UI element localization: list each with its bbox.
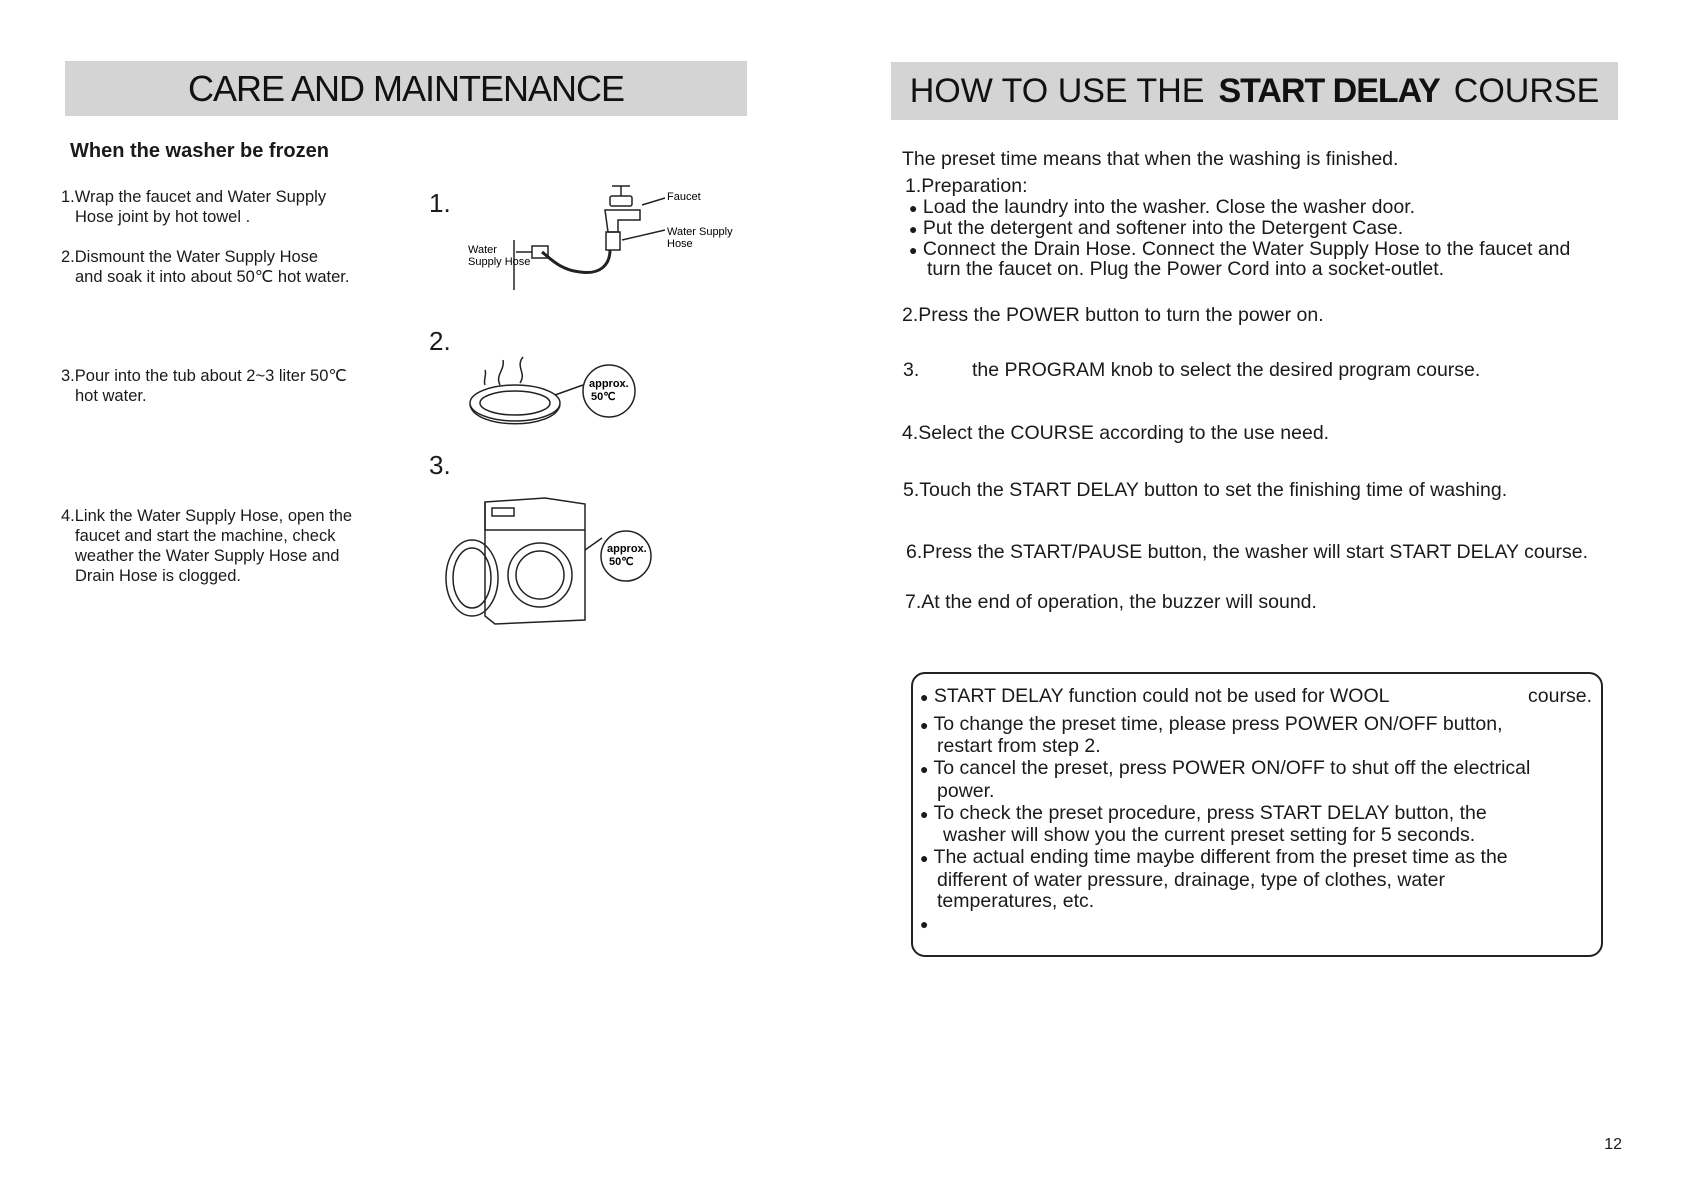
start-delay-banner [891,62,1618,120]
figure-number-2: 2. [429,326,451,356]
note-2: ● To change the preset time, please press POWER ON/OFF button, [920,712,1503,735]
step-3-program: the PROGRAM knob to select the desired program course. [972,359,1481,381]
temp-label-machine: 50℃ [609,556,634,568]
note-3: ● To cancel the preset, press POWER ON/OFF to shut off the electrical [920,757,1531,780]
note-5-cont2: temperatures, etc. [937,890,1095,913]
prep-bullet-1: ● Load the laundry into the washer. Close the washer door. [909,196,1416,218]
preparation-heading: 1.Preparation: [905,175,1028,197]
water-label-left-a: Water [468,244,497,256]
washing-machine-illustration [440,490,660,630]
step-6-start-pause: 6.Press the START/PAUSE button, the washer will start START DELAY course. [906,541,1589,563]
banner-post: COURSE [1453,71,1600,110]
step-4-text: 4.Link the Water Supply Hose, open the faucet and start the machine, check weather the Water Supply Hose and Drain Hose is clogged. [61,507,353,585]
step-2-text: 2.Dismount the Water Supply Hose and soak it into about 50℃ hot water. [61,248,350,286]
prep-bullet-3-cont: turn the faucet on. Plug the Power Cord into a socket-outlet. [927,258,1445,280]
intro-text: The preset time means that when the washing is finished. [902,148,1399,170]
approx-label-machine: approx. [607,543,647,555]
water-supply-label-a: Water Supply [667,226,733,238]
banner-pre: HOW TO USE THE [909,71,1205,110]
note-5: ● The actual ending time maybe different from the preset time as the [920,845,1508,868]
prep-bullet-3: ● Connect the Drain Hose. Connect the Water Supply Hose to the faucet and [909,238,1571,260]
step-3-number: 3. [903,359,920,381]
note-1: ● START DELAY function could not be used for WOOL course. [920,685,1592,707]
approx-label: approx. [589,378,629,390]
step-2-power: 2.Press the POWER button to turn the power on. [902,304,1324,326]
prep-bullet-2: ● Put the detergent and softener into the Detergent Case. [909,217,1404,239]
note-5-cont: different of water pressure, drainage, type of clothes, water [937,868,1445,891]
faucet-label: Faucet [667,191,701,203]
notes-list [920,686,1592,936]
note-3-cont: power. [937,779,995,802]
step-5-start-delay: 5.Touch the START DELAY button to set the finishing time of washing. [903,479,1508,501]
section-subheading: When the washer be frozen [70,140,329,162]
step-4-course: 4.Select the COURSE according to the use need. [902,422,1330,444]
water-label-left-b: Supply Hose [468,256,531,268]
note-6-empty: ● [920,916,929,933]
step-1-text: 1.Wrap the faucet and Water Supply Hose joint by hot towel . [61,188,327,226]
note-4-cont: washer will show you the current preset setting for 5 seconds. [943,824,1476,847]
tub-hot-water-illustration [465,355,645,445]
note-4: ● To check the preset procedure, press START DELAY button, the [920,801,1487,824]
care-maintenance-banner [65,61,747,116]
faucet-hose-illustration [460,180,760,290]
banner-title: CARE AND MAINTENANCE [187,67,625,109]
figure-number-3: 3. [429,450,451,480]
step-7-buzzer: 7.At the end of operation, the buzzer will sound. [905,591,1317,613]
temp-label: 50℃ [591,391,616,403]
figure-number-1: 1. [429,188,451,218]
step-3-text: 3.Pour into the tub about 2~3 liter 50℃ hot water. [61,367,347,405]
banner-bold: START DELAY [1218,71,1440,110]
note-2-cont: restart from step 2. [937,735,1101,758]
water-supply-label-b: Hose [667,238,693,250]
page-number: 12 [1604,1136,1622,1153]
